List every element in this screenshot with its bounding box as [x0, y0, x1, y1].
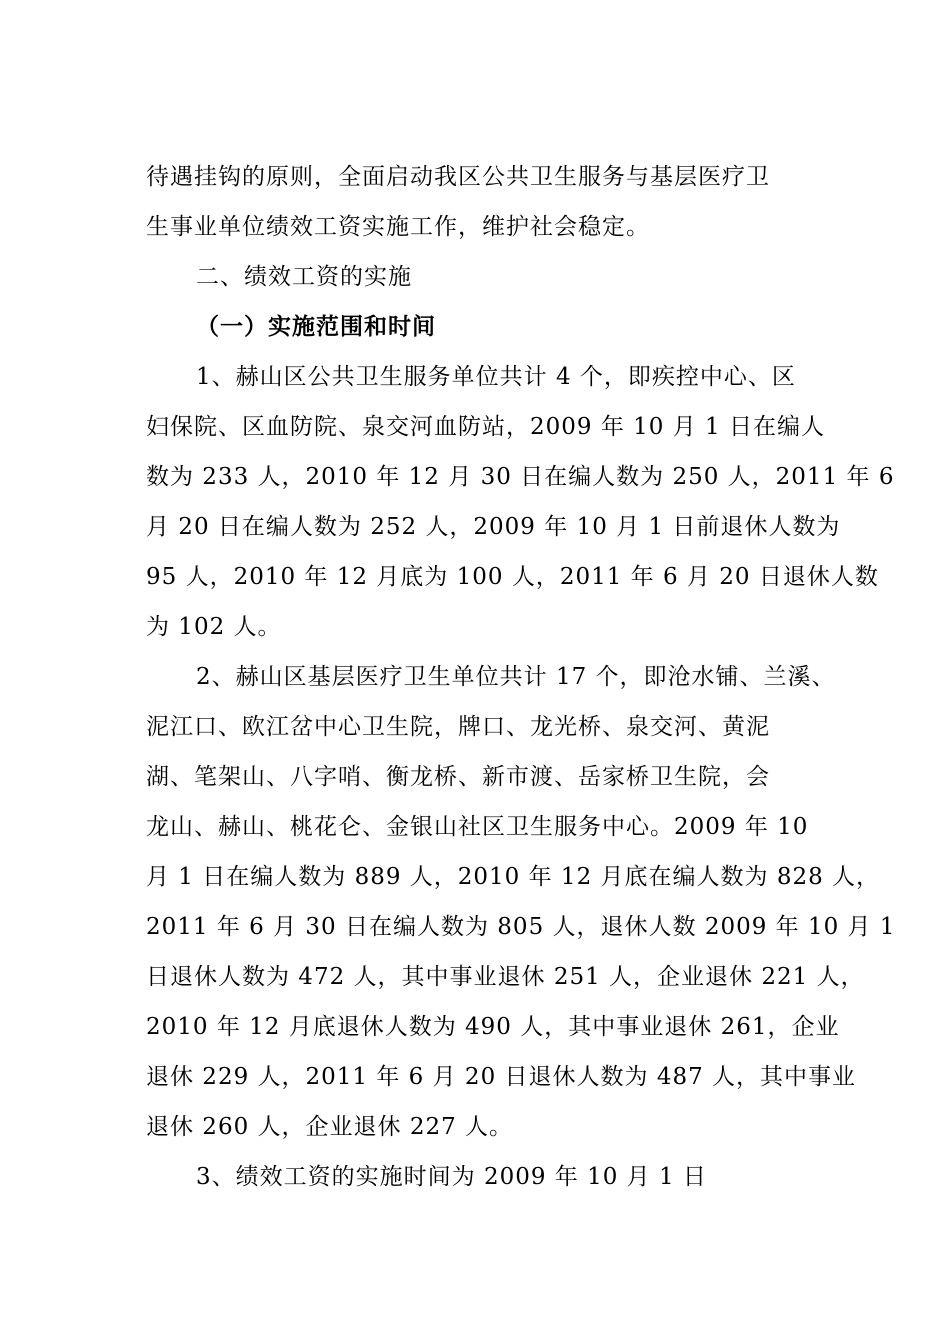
- subsection-heading: （一）实施范围和时间: [196, 314, 436, 340]
- paragraph-line: 1、赫山区公共卫生服务单位共计 4 个，即疾控中心、区: [196, 364, 796, 390]
- paragraph-line: 2、赫山区基层医疗卫生单位共计 17 个，即沧水铺、兰溪、: [196, 664, 836, 690]
- paragraph-line: 2010 年 12 月底退休人数为 490 人，其中事业退休 261，企业: [146, 1014, 840, 1040]
- paragraph-line: 数为 233 人，2010 年 12 月 30 日在编人数为 250 人，2011 年 6: [146, 464, 895, 490]
- paragraph-line: 生事业单位绩效工资实施工作，维护社会稳定。: [146, 214, 650, 240]
- paragraph-line: 月 20 日在编人数为 252 人，2009 年 10 月 1 日前退休人数为: [146, 514, 841, 540]
- paragraph-line: 为 102 人。: [146, 614, 282, 640]
- paragraph-line: 妇保院、区血防院、泉交河血防站，2009 年 10 月 1 日在编人: [146, 414, 825, 440]
- paragraph-line: 待遇挂钩的原则，全面启动我区公共卫生服务与基层医疗卫: [146, 164, 770, 190]
- paragraph-line: 95 人，2010 年 12 月底为 100 人，2011 年 6 月 20 日退休人数: [146, 564, 879, 590]
- paragraph-line: 退休 229 人，2011 年 6 月 20 日退休人数为 487 人，其中事业: [146, 1064, 857, 1090]
- paragraph-line: 泥江口、欧江岔中心卫生院，牌口、龙光桥、泉交河、黄泥: [146, 714, 770, 740]
- paragraph-line: 湖、笔架山、八字哨、衡龙桥、新市渡、岳家桥卫生院，会: [146, 764, 770, 790]
- section-heading: 二、绩效工资的实施: [196, 264, 412, 290]
- paragraph-line: 2011 年 6 月 30 日在编人数为 805 人，退休人数 2009 年 10 月 1: [146, 914, 896, 940]
- paragraph-line: 龙山、赫山、桃花仑、金银山社区卫生服务中心。2009 年 10: [146, 814, 809, 840]
- paragraph-line: 退休 260 人，企业退休 227 人。: [146, 1114, 514, 1140]
- paragraph-line: 3、绩效工资的实施时间为 2009 年 10 月 1 日: [196, 1164, 707, 1190]
- paragraph-line: 月 1 日在编人数为 889 人，2010 年 12 月底在编人数为 828 人，: [146, 864, 881, 890]
- paragraph-line: 日退休人数为 472 人，其中事业退休 251 人，企业退休 221 人，: [146, 964, 865, 990]
